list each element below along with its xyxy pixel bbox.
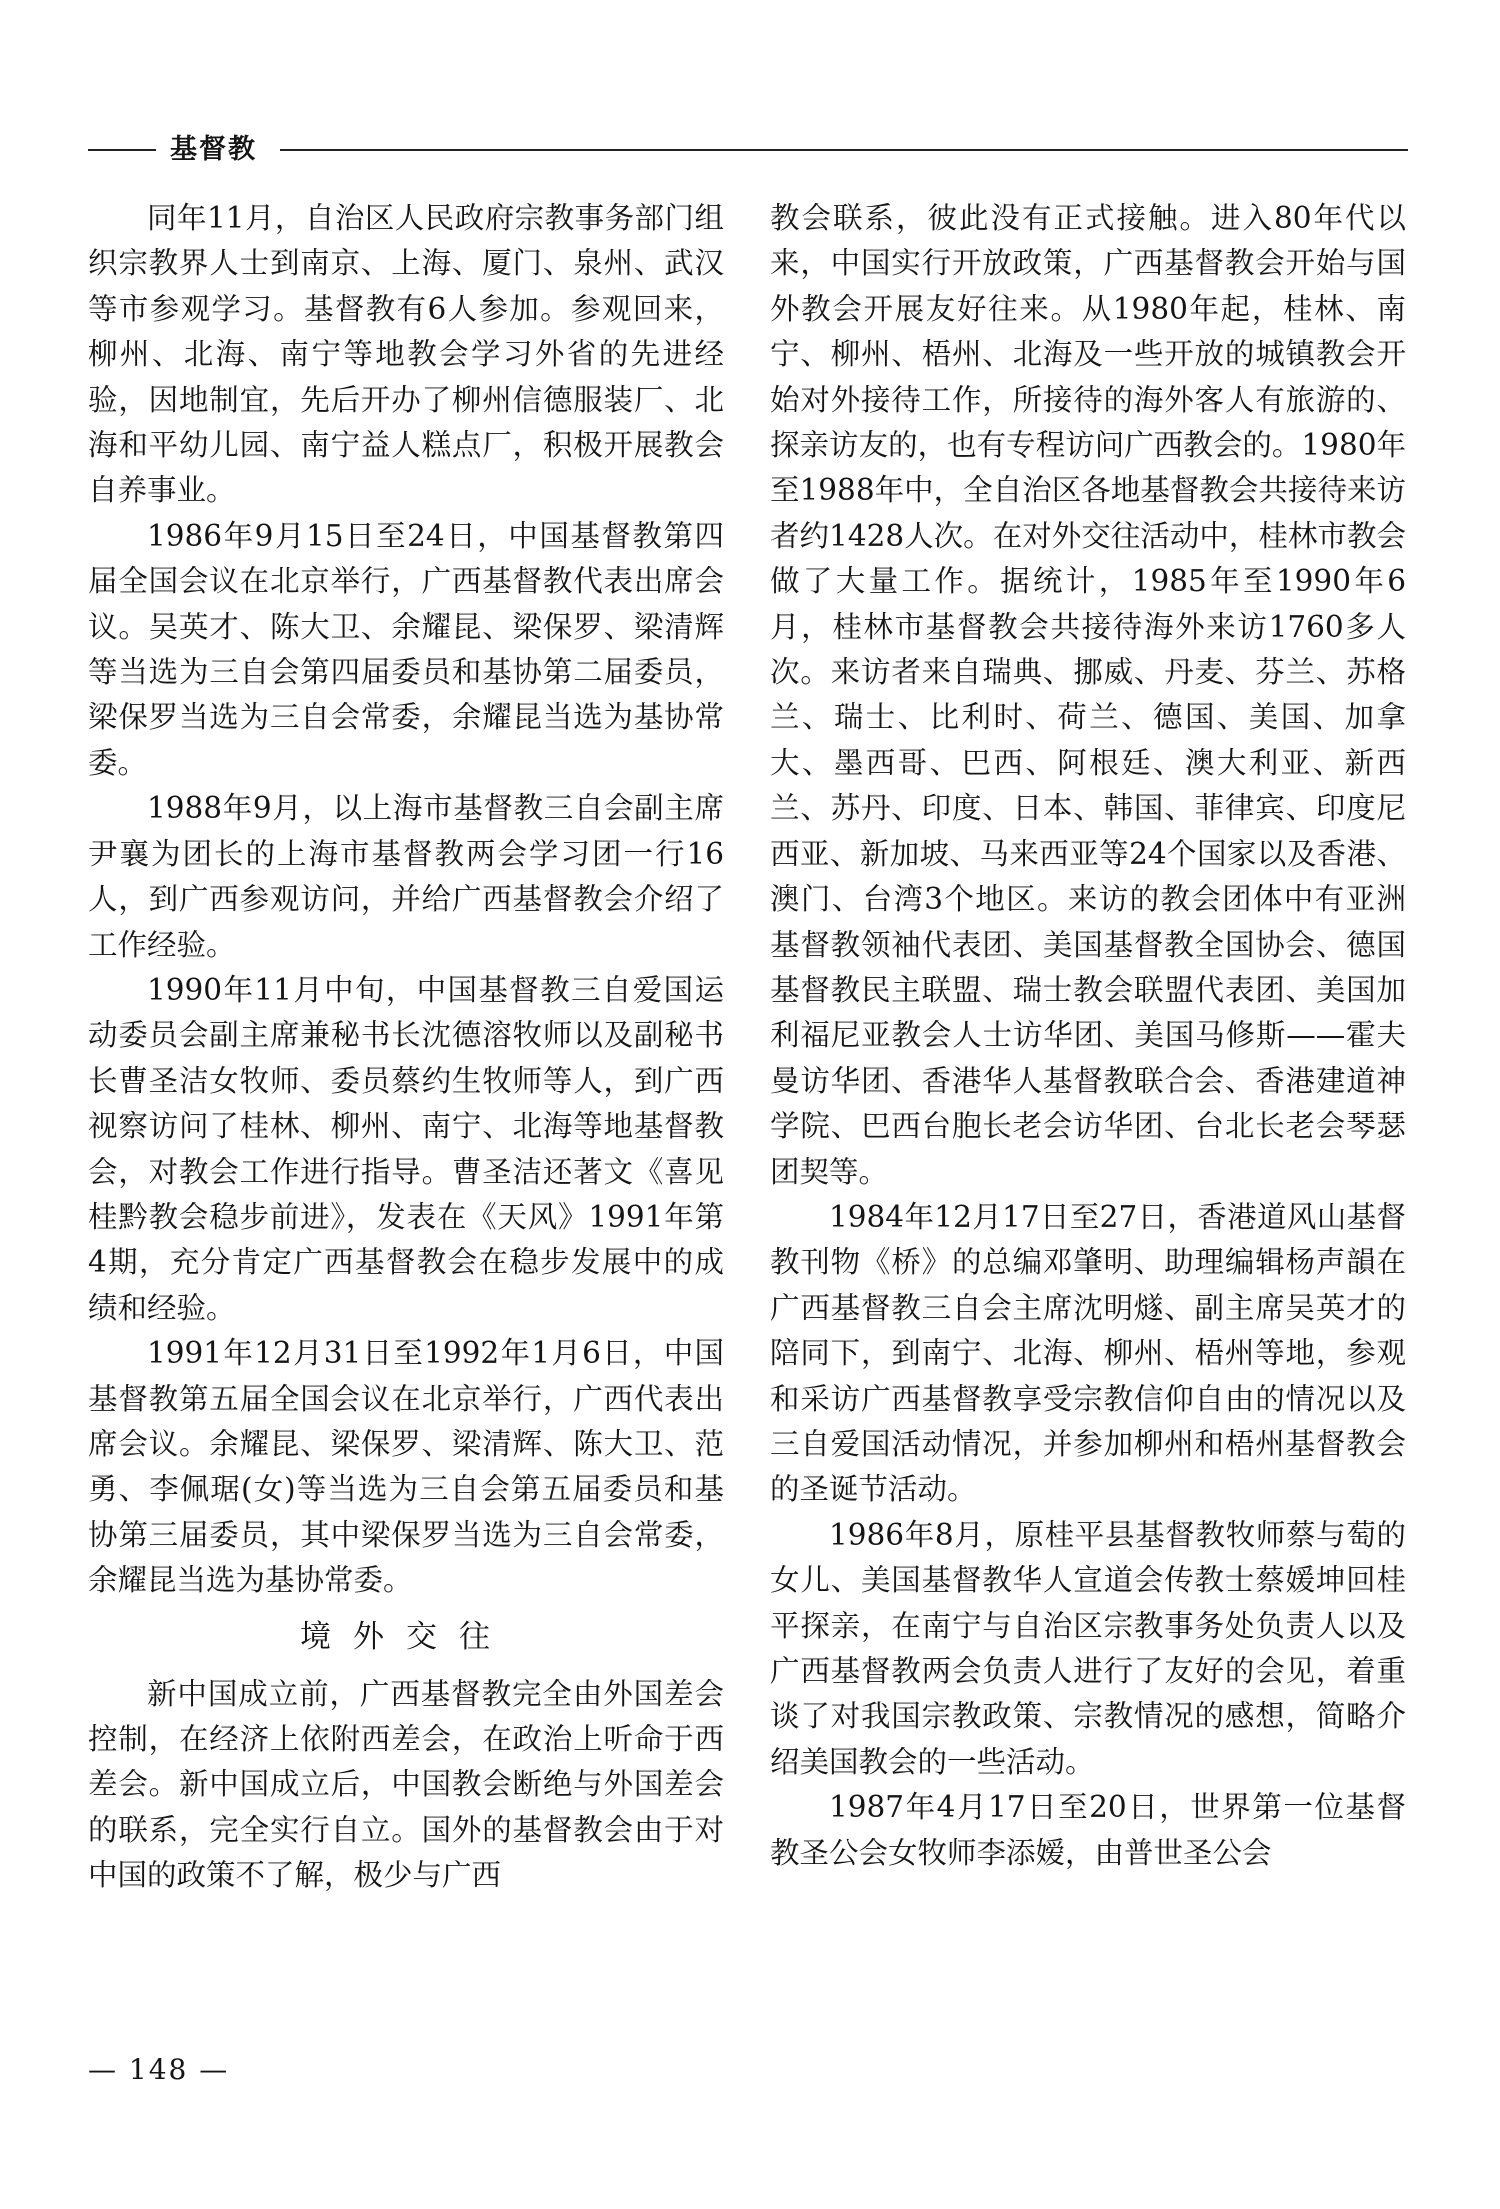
paragraph-left-4: 1990年11月中旬，中国基督教三自爱国运动委员会副主席兼秘书长沈德溶牧师以及副秘书长曹圣洁女牧师、委员蔡约生牧师等人，到广西视察访问了桂林、柳州、南宁、北海等地基督教会，对教会工作进行指导。曹圣洁还著文《喜见桂黔教会稳步前进》，发表在《天风》1991年第4期，充分肯定广西基督教会在稳步发展中的成绩和经验。 (88, 972, 724, 1325)
page-number: — 148 — (88, 2053, 230, 2086)
right-column (770, 196, 1406, 1876)
paragraph-right-2: 1986年8月，原桂平县基督教牧师蔡与萄的女儿、美国基督教华人宣道会传教士蔡媛坤回桂平探亲，在南宁与自治区宗教事务处负责人以及广西基督教两会负责人进行了友好的会见，着重谈了对我国宗教政策、宗教情况的感想，简略介绍美国教会的一些活动。 (770, 1517, 1406, 1779)
paragraph-left-2: 1986年9月15日至24日，中国基督教第四届全国会议在北京举行，广西基督教代表出席会议。吴英才、陈大卫、余耀昆、梁保罗、梁清辉等当选为三自会第四届委员和基协第二届委员，梁保罗当选为三自会常委，余耀昆当选为基协常委。 (88, 518, 724, 780)
left-column (88, 196, 724, 1899)
paragraph-left-5: 1991年12月31日至1992年1月6日，中国基督教第五届全国会议在北京举行，广西代表出席会议。余耀昆、梁保罗、梁清辉、陈大卫、范勇、李佩琚(女)等当选为三自会第五届委员和基协第三届委员，其中梁保罗当选为三自会常委，余耀昆当选为基协常委。 (88, 1336, 724, 1598)
paragraph-right-continuation: 教会联系，彼此没有正式接触。进入80年代以来，中国实行开放政策，广西基督教会开始与国外教会开展友好往来。从1980年起，桂林、南宁、柳州、梧州、北海及一些开放的城镇教会开始对外接待工作，所接待的海外客人有旅游的、探亲访友的，也有专程访问广西教会的。1980年至1988年中，全自治区各地基督教会共接待来访者约1428人次。在对外交往活动中，桂林市教会做了大量工作。据统计，1985年至1990年6月，桂林市基督教会共接待海外来访1760多人次。来访者来自瑞典、挪威、丹麦、芬兰、苏格兰、瑞士、比利时、荷兰、德国、美国、加拿大、墨西哥、巴西、阿根廷、澳大利亚、新西兰、苏丹、印度、日本、韩国、菲律宾、印度尼西亚、新加坡、马来西亚等24个国家以及香港、澳门、台湾3个地区。来访的教会团体中有亚洲基督教领袖代表团、美国基督教全国协会、德国基督教民主联盟、瑞士教会联盟代表团、美国加利福尼亚教会人士访华团、美国马修斯——霍夫曼访华团、香港华人基督教联合会、香港建道神学院、巴西台胞长老会访华团、台北长老会琴瑟团契等。 (770, 201, 1406, 1189)
paragraph-left-3: 1988年9月，以上海市基督教三自会副主席尹襄为团长的上海市基督教两会学习团一行16人，到广西参观访问，并给广西基督教会介绍了工作经验。 (88, 791, 724, 962)
paragraph-left-1: 同年11月，自治区人民政府宗教事务部门组织宗教界人士到南京、上海、厦门、泉州、武汉等市参观学习。基督教有6人参加。参观回来，柳州、北海、南宁等地教会学习外省的先进经验，因地制宜，先后开办了柳州信德服装厂、北海和平幼儿园、南宁益人糕点厂，积极开展教会自养事业。 (88, 201, 724, 508)
paragraph-right-1: 1984年12月17日至27日，香港道风山基督教刊物《桥》的总编邓肇明、助理编辑杨声韻在广西基督教三自会主席沈明燧、副主席吴英才的陪同下，到南宁、北海、柳州、梧州等地，参观和采访广西基督教享受宗教信仰自由的情况以及三自爱国活动情况，并参加柳州和梧州基督教会的圣诞节活动。 (770, 1199, 1406, 1507)
paragraph-left-6: 新中国成立前，广西基督教完全由外国差会控制，在经济上依附西差会，在政治上听命于西差会。新中国成立后，中国教会断绝与外国差会的联系，完全实行自立。国外的基督教会由于对中国的政策不了解，极少与广西 (88, 1676, 724, 1893)
header-rule-right (280, 149, 1408, 151)
section-heading: 境外交往 (300, 1618, 512, 1655)
header-rule-left (88, 149, 156, 151)
running-header (88, 132, 1408, 168)
paragraph-right-3: 1987年4月17日至20日，世界第一位基督教圣公会女牧师李添嫒，由普世圣公会 (770, 1790, 1406, 1870)
header-title: 基督教 (170, 134, 257, 165)
